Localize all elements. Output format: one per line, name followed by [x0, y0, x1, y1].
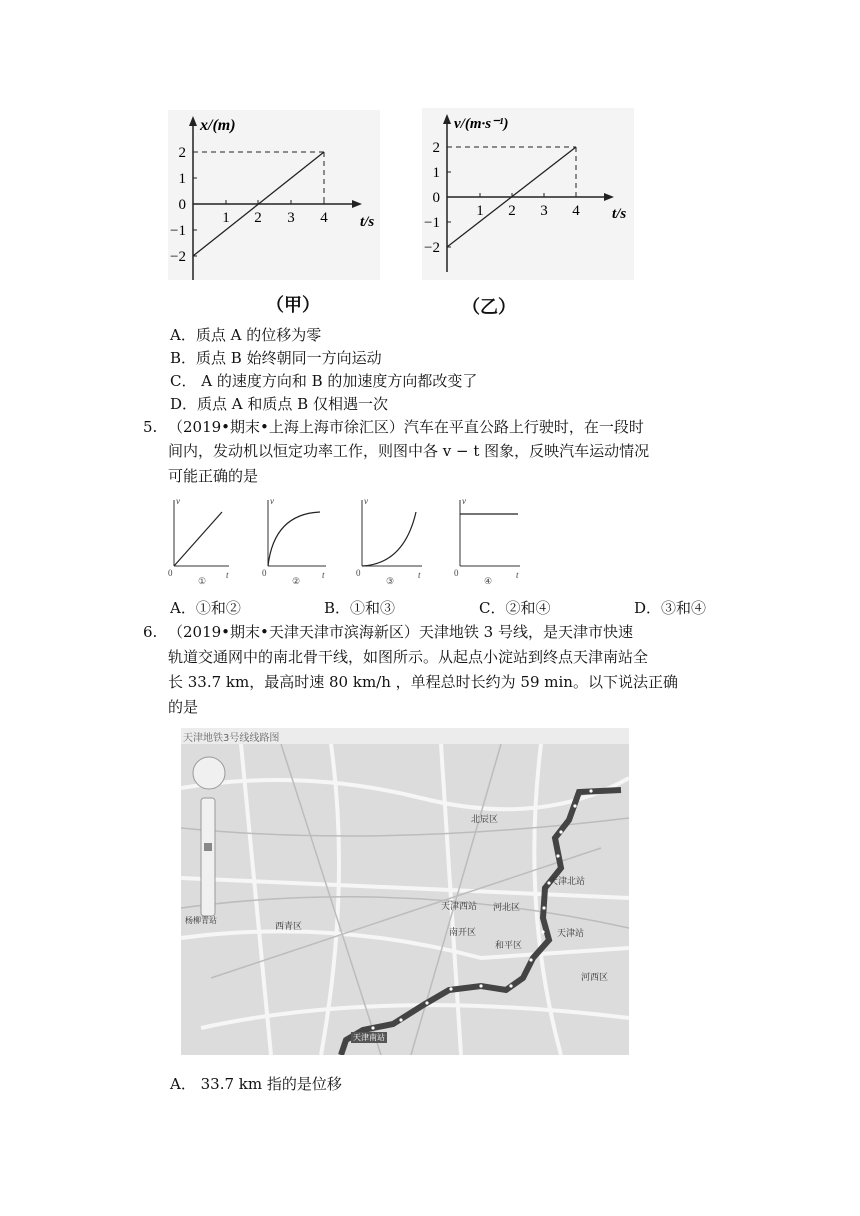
- svg-text:v: v: [176, 496, 180, 506]
- q6-line1: （2019•期末•天津天津市滨海新区）天津地铁 3 号线，是天津市快速: [168, 623, 633, 641]
- map-label: 天津南站: [353, 1033, 385, 1042]
- q5-mini-graphs: [164, 494, 534, 586]
- q5-number: 5.: [143, 418, 158, 436]
- graph-yi-x-label: t/s: [612, 206, 627, 222]
- q6-line2: 轨道交通网中的南北骨干线，如图所示。从起点小淀站到终点天津南站全: [168, 648, 649, 666]
- map-label: 杨柳青站: [185, 916, 217, 925]
- graph-jia-xtick: 4: [320, 210, 328, 226]
- mini-graph-1-label: ①: [198, 576, 207, 586]
- q6-line4: 的是: [168, 698, 199, 716]
- graph-jia-x-label: t/s: [360, 214, 375, 230]
- svg-text:0: 0: [168, 568, 173, 578]
- graph-jia: [160, 108, 390, 288]
- mini-graph-2-label: ②: [292, 576, 301, 586]
- mini-graph-3-curve: [362, 512, 416, 566]
- map-label: 河北区: [493, 903, 521, 913]
- svg-text:t: t: [226, 570, 229, 580]
- graph-yi-ytick: −1: [424, 215, 440, 231]
- q5-line3: 可能正确的是: [168, 467, 259, 485]
- svg-text:0: 0: [262, 568, 267, 578]
- svg-text:t: t: [516, 570, 519, 580]
- mini-graph-3-label: ③: [386, 576, 395, 586]
- graph-jia-ytick: 1: [178, 171, 186, 187]
- graph-yi-y-label: v/(m·s⁻¹): [454, 116, 509, 132]
- graph-yi-xtick: 4: [572, 203, 580, 219]
- svg-text:t: t: [418, 570, 421, 580]
- map-label: 河西区: [581, 973, 609, 983]
- q6-number: 6.: [143, 623, 158, 641]
- graph-yi-xtick: 1: [476, 203, 484, 219]
- svg-text:v: v: [462, 496, 466, 506]
- map-label: 西青区: [275, 922, 303, 932]
- graph-yi-xtick: 3: [540, 203, 548, 219]
- q4-option-a: A．质点 A 的位移为零: [170, 326, 322, 344]
- svg-text:t: t: [322, 570, 325, 580]
- graph-yi-ytick: 1: [432, 165, 440, 181]
- graph-jia-xtick: 1: [222, 210, 230, 226]
- graph-yi-ytick: −2: [424, 240, 440, 256]
- graph-jia-y-label: x/(m): [200, 117, 236, 134]
- q4-option-b: B．质点 B 始终朝同一方向运动: [170, 349, 382, 367]
- graph-jia-ytick: −1: [170, 223, 186, 239]
- graph-jia-ytick: −2: [170, 249, 186, 265]
- svg-text:v: v: [364, 496, 368, 506]
- q5-option-a: A．①和②: [170, 599, 241, 617]
- map-title: 天津地铁3号线线路图: [183, 733, 280, 744]
- mini-graph-2-curve: [268, 512, 320, 566]
- q6-option-a: A． 33.7 km 指的是位移: [170, 1075, 342, 1093]
- mini-graph-4-label: ④: [484, 576, 493, 586]
- metro-map: [181, 728, 629, 1055]
- graph-jia-ytick: 2: [178, 145, 186, 161]
- q4-option-d: D．质点 A 和质点 B 仅相遇一次: [170, 395, 388, 413]
- graph-yi-ytick: 0: [432, 190, 440, 206]
- map-label: 天津西站: [441, 902, 478, 912]
- q6-line3: 长 33.7 km，最高时速 80 km/h ，单程总时长约为 59 min。以下说法正确: [168, 673, 678, 691]
- graph-yi-xtick: 2: [508, 203, 516, 219]
- svg-text:0: 0: [356, 568, 361, 578]
- q5-option-c: C．②和④: [479, 599, 551, 617]
- map-label: 南开区: [449, 928, 477, 938]
- graph-jia-ytick: 0: [178, 197, 186, 213]
- q5-line2: 间内，发动机以恒定功率工作，则图中各 v − t 图象，反映汽车运动情况: [168, 442, 650, 460]
- graph-yi-caption: （乙）: [462, 297, 516, 318]
- graph-yi-ytick: 2: [432, 140, 440, 156]
- svg-text:0: 0: [454, 568, 459, 578]
- q5-option-d: D．③和④: [634, 599, 707, 617]
- svg-text:v: v: [270, 496, 274, 506]
- map-label: 和平区: [495, 941, 523, 951]
- q5-line1: （2019•期末•上海上海市徐汇区）汽车在平直公路上行驶时，在一段时: [168, 418, 644, 436]
- mini-graph-1-curve: [174, 512, 222, 566]
- q5-option-b: B．①和③: [324, 599, 396, 617]
- graph-jia-xtick: 2: [254, 210, 262, 226]
- graph-jia-caption: （甲）: [266, 295, 320, 316]
- map-label: 天津站: [557, 929, 585, 939]
- map-label: 天津北站: [549, 877, 586, 887]
- graph-yi: [414, 106, 646, 288]
- map-label: 北辰区: [471, 815, 499, 825]
- graph-jia-xtick: 3: [287, 210, 295, 226]
- q4-option-c: C． A 的速度方向和 B 的加速度方向都改变了: [170, 372, 478, 390]
